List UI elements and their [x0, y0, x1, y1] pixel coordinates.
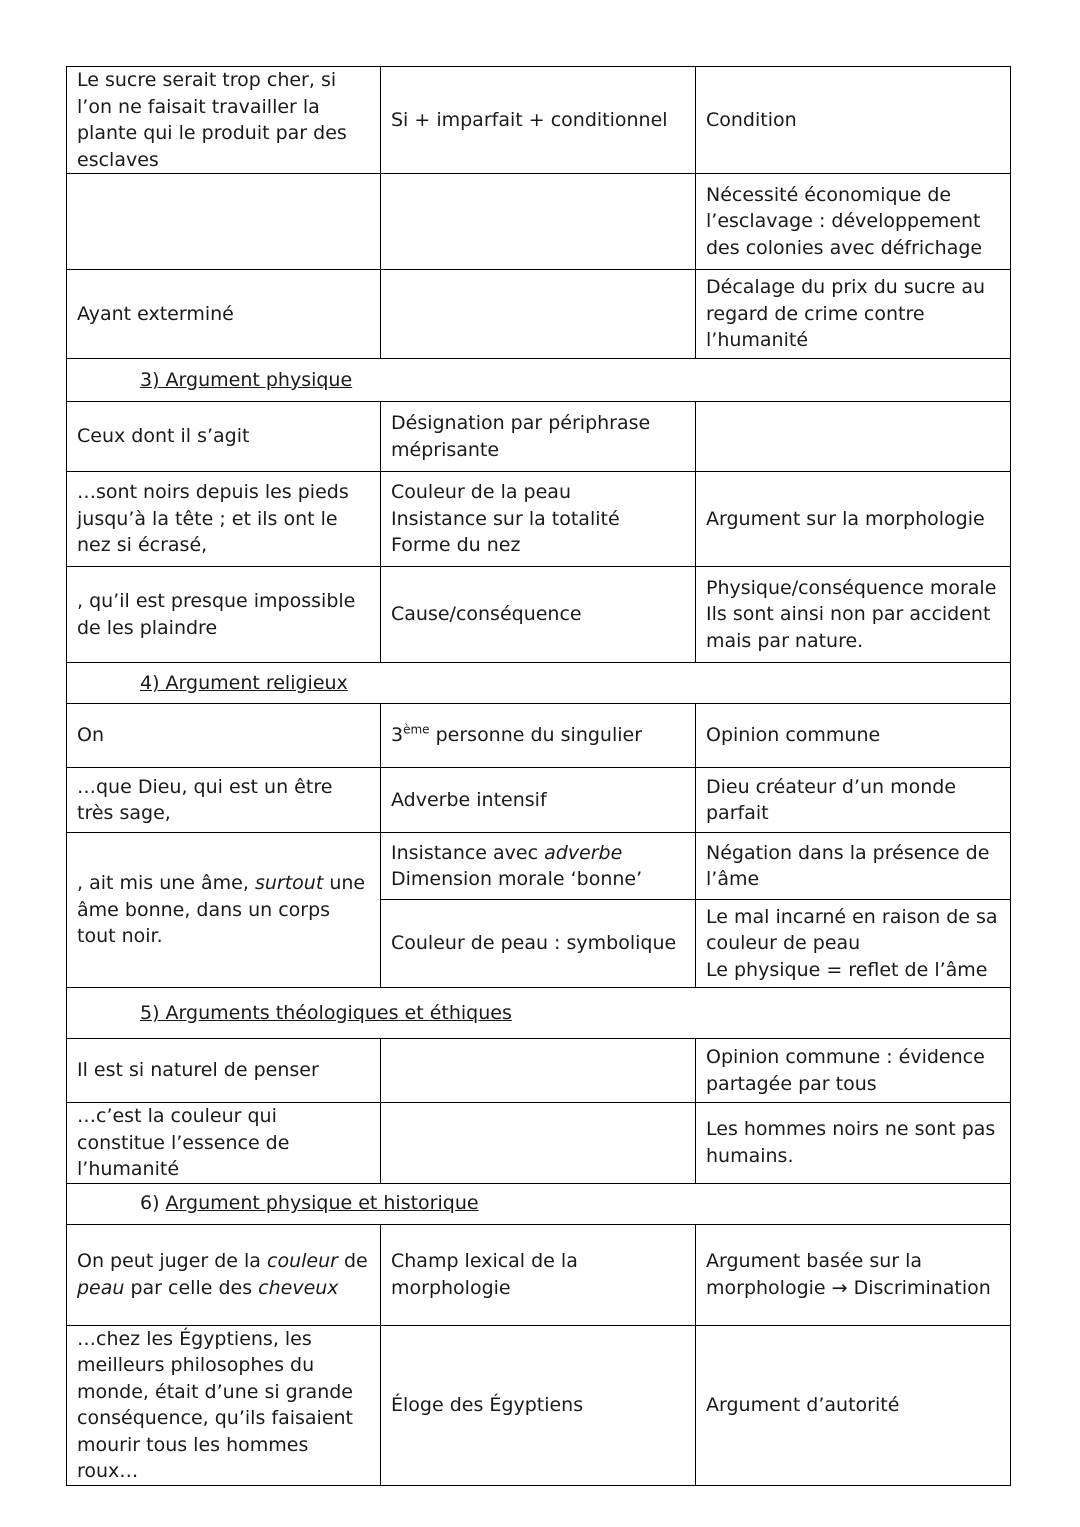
quote-emphasis: couleur	[267, 1250, 338, 1272]
procedure-line	[391, 840, 685, 867]
procedure-cell	[381, 270, 696, 359]
quote-cell: …que Dieu, qui est un être très sage,	[67, 768, 381, 833]
quote-cell	[67, 174, 381, 270]
section-header-row	[67, 663, 1011, 704]
quote-emphasis: cheveux	[258, 1276, 339, 1299]
quote-text: une âme bonne, dans un corps tout noir.	[77, 872, 366, 948]
procedure-cell: Cause/conséquence	[381, 567, 696, 663]
procedure-line: Forme du nez	[391, 534, 521, 557]
procedure-cell: Adverbe intensif	[381, 768, 696, 833]
procedure-line: Insistance sur la totalité	[391, 507, 620, 530]
table-row	[67, 270, 1011, 359]
quote-cell: , qu’il est presque impossible de les plaindre	[67, 567, 381, 663]
quote-cell: …c’est la couleur qui constitue l’essence de l’humanité	[67, 1103, 381, 1184]
quote-text: de	[337, 1250, 368, 1272]
interpretation-cell: Opinion commune	[696, 704, 1011, 768]
table-row	[67, 174, 1011, 270]
quote-cell: Ayant exterminé	[67, 270, 381, 359]
table-row	[67, 67, 1011, 174]
ordinal-suffix: ème	[403, 722, 430, 737]
section-heading	[67, 359, 1011, 402]
analysis-table	[66, 66, 1011, 1486]
quote-text: On peut juger de la	[77, 1250, 267, 1272]
interpretation-line: Le physique = reflet de l’âme	[706, 958, 988, 981]
procedure-cell: Couleur de peau : symbolique	[381, 900, 696, 988]
procedure-cell: Désignation par périphrase méprisante	[381, 402, 696, 472]
quote-cell: Le sucre serait trop cher, si l’on ne faisait travailler la plante qui le produit par des esclaves	[67, 67, 381, 174]
ordinal-number: 3	[391, 724, 404, 747]
table-row	[67, 768, 1011, 833]
table-row	[67, 704, 1011, 768]
quote-cell: On	[67, 704, 381, 768]
procedure-cell: Champ lexical de la morphologie	[381, 1224, 696, 1325]
section-title: Argument physique et historique	[165, 1192, 479, 1215]
section-header-row	[67, 1183, 1011, 1224]
quote-cell: …sont noirs depuis les pieds jusqu’à la tête ; et ils ont le nez si écrasé,	[67, 472, 381, 567]
procedure-emphasis: adverbe	[544, 841, 623, 864]
section-number: 6)	[140, 1192, 166, 1215]
section-title: 5) Arguments théologiques et éthiques	[140, 1001, 512, 1024]
quote-cell: Il est si naturel de penser	[67, 1039, 381, 1103]
arrow-right-icon: →	[831, 1276, 848, 1299]
table-row	[67, 1103, 1011, 1184]
procedure-text: Insistance avec	[391, 841, 545, 864]
interpretation-line: Ils sont ainsi non par accident mais par nature.	[706, 603, 991, 652]
quote-text: , ait mis une âme,	[77, 872, 255, 895]
procedure-line: Dimension morale ‘bonne’	[391, 868, 643, 890]
table-row	[67, 833, 1011, 900]
interpretation-text: Argument basée sur la morphologie	[706, 1250, 923, 1299]
table-row	[67, 1039, 1011, 1103]
quote-emphasis: surtout	[254, 872, 324, 895]
interpretation-text: Discrimination	[847, 1276, 991, 1299]
interpretation-line: Physique/conséquence morale	[706, 576, 997, 599]
procedure-cell: Éloge des Égyptiens	[381, 1325, 696, 1485]
interpretation-cell: Argument sur la morphologie	[696, 472, 1011, 567]
interpretation-cell: Les hommes noirs ne sont pas humains.	[696, 1103, 1011, 1184]
section-header-row	[67, 988, 1011, 1039]
quote-emphasis: peau	[77, 1276, 125, 1299]
interpretation-cell: Nécessité économique de l’esclavage : développement des colonies avec défrichage	[696, 174, 1011, 270]
table-row	[67, 472, 1011, 567]
interpretation-cell	[696, 402, 1011, 472]
quote-cell	[67, 1224, 381, 1325]
interpretation-cell: Argument d’autorité	[696, 1325, 1011, 1485]
table-row	[67, 567, 1011, 663]
quote-cell: …chez les Égyptiens, les meilleurs philosophes du monde, était d’une si grande conséquence, qu’ils faisaient mourir tous les hommes roux…	[67, 1325, 381, 1485]
procedure-cell	[381, 704, 696, 768]
procedure-cell: Si + imparfait + conditionnel	[381, 67, 696, 174]
quote-cell	[67, 833, 381, 988]
section-heading	[67, 988, 1011, 1039]
procedure-cell	[381, 1039, 696, 1103]
interpretation-cell	[696, 900, 1011, 988]
interpretation-cell	[696, 567, 1011, 663]
interpretation-cell: Condition	[696, 67, 1011, 174]
procedure-cell	[381, 833, 696, 900]
quote-text: par celle des	[124, 1276, 259, 1299]
procedure-cell	[381, 174, 696, 270]
interpretation-cell: Décalage du prix du sucre au regard de crime contre l’humanité	[696, 270, 1011, 359]
section-header-row	[67, 359, 1011, 402]
section-title: 4) Argument religieux	[140, 671, 348, 694]
procedure-cell	[381, 1103, 696, 1184]
interpretation-cell: Opinion commune : évidence partagée par tous	[696, 1039, 1011, 1103]
table-row	[67, 1325, 1011, 1485]
section-heading	[67, 663, 1011, 704]
interpretation-line: Le mal incarné en raison de sa couleur de peau	[706, 905, 998, 955]
procedure-cell	[381, 472, 696, 567]
interpretation-cell: Négation dans la présence de l’âme	[696, 833, 1011, 900]
section-heading	[67, 1183, 1011, 1224]
quote-cell: Ceux dont il s’agit	[67, 402, 381, 472]
table-row	[67, 402, 1011, 472]
table-row	[67, 1224, 1011, 1325]
interpretation-cell	[696, 1224, 1011, 1325]
procedure-text: personne du singulier	[429, 724, 643, 747]
procedure-line: Couleur de la peau	[391, 481, 571, 504]
section-title: 3) Argument physique	[140, 368, 353, 391]
interpretation-cell: Dieu créateur d’un monde parfait	[696, 768, 1011, 833]
